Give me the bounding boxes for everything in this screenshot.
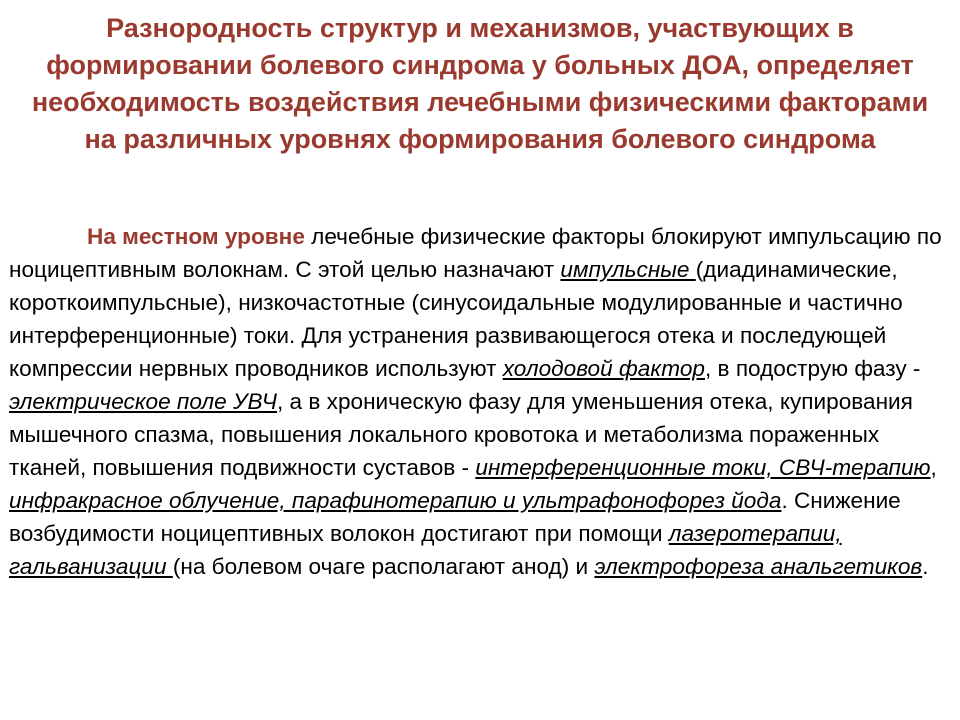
underlined-term: холодовой фактор <box>502 356 705 381</box>
text-segment: , <box>930 455 937 480</box>
underlined-term: электрическое поле УВЧ <box>9 389 277 414</box>
text-segment: (на болевом очаге располагают анод) и <box>172 554 595 579</box>
body-paragraph <box>9 220 944 583</box>
underlined-term: лазеротерапии, гальванизации <box>9 521 842 579</box>
underlined-term: инфракрасное облучение, парафинотерапию и ультрафонофорез йода <box>9 488 782 513</box>
underlined-term: импульсные <box>560 257 696 282</box>
text-segment: лечебные физические факторы блокируют импульсацию по ноцицептивным волокнам. С этой целью назначают <box>9 224 942 282</box>
text-segment: . <box>922 554 929 579</box>
local-level-lead: На местном уровне <box>87 224 305 249</box>
text-segment: , а в хроническую фазу для уменьшения отека, купирования мышечного спазма, повышения локального кровотока и метаболизма пораженных тканей, повышения подвижности суставов - <box>9 389 913 480</box>
underlined-term: электрофореза анальгетиков <box>594 554 923 579</box>
text-segment: (диадинамические, короткоимпульсные), низкочастотные (синусоидальные модулированные и частично интерференционные) токи. Для устранения развивающегося отека и последующей компрессии нервных проводников используют <box>9 257 903 381</box>
text-segment: , в подострую фазу - <box>704 356 921 381</box>
underlined-term: интерференционные токи, СВЧ-терапию <box>475 455 931 480</box>
text-segment: . Снижение возбудимости ноцицептивных волокон достигают при помощи <box>9 488 901 546</box>
slide-title: Разнородность структур и механизмов, участвующих в формировании болевого синдрома у больных ДОА, определяет необходимость воздействия лечебными физическими факторами на различных уровнях формирования болевого синдрома <box>31 13 929 154</box>
